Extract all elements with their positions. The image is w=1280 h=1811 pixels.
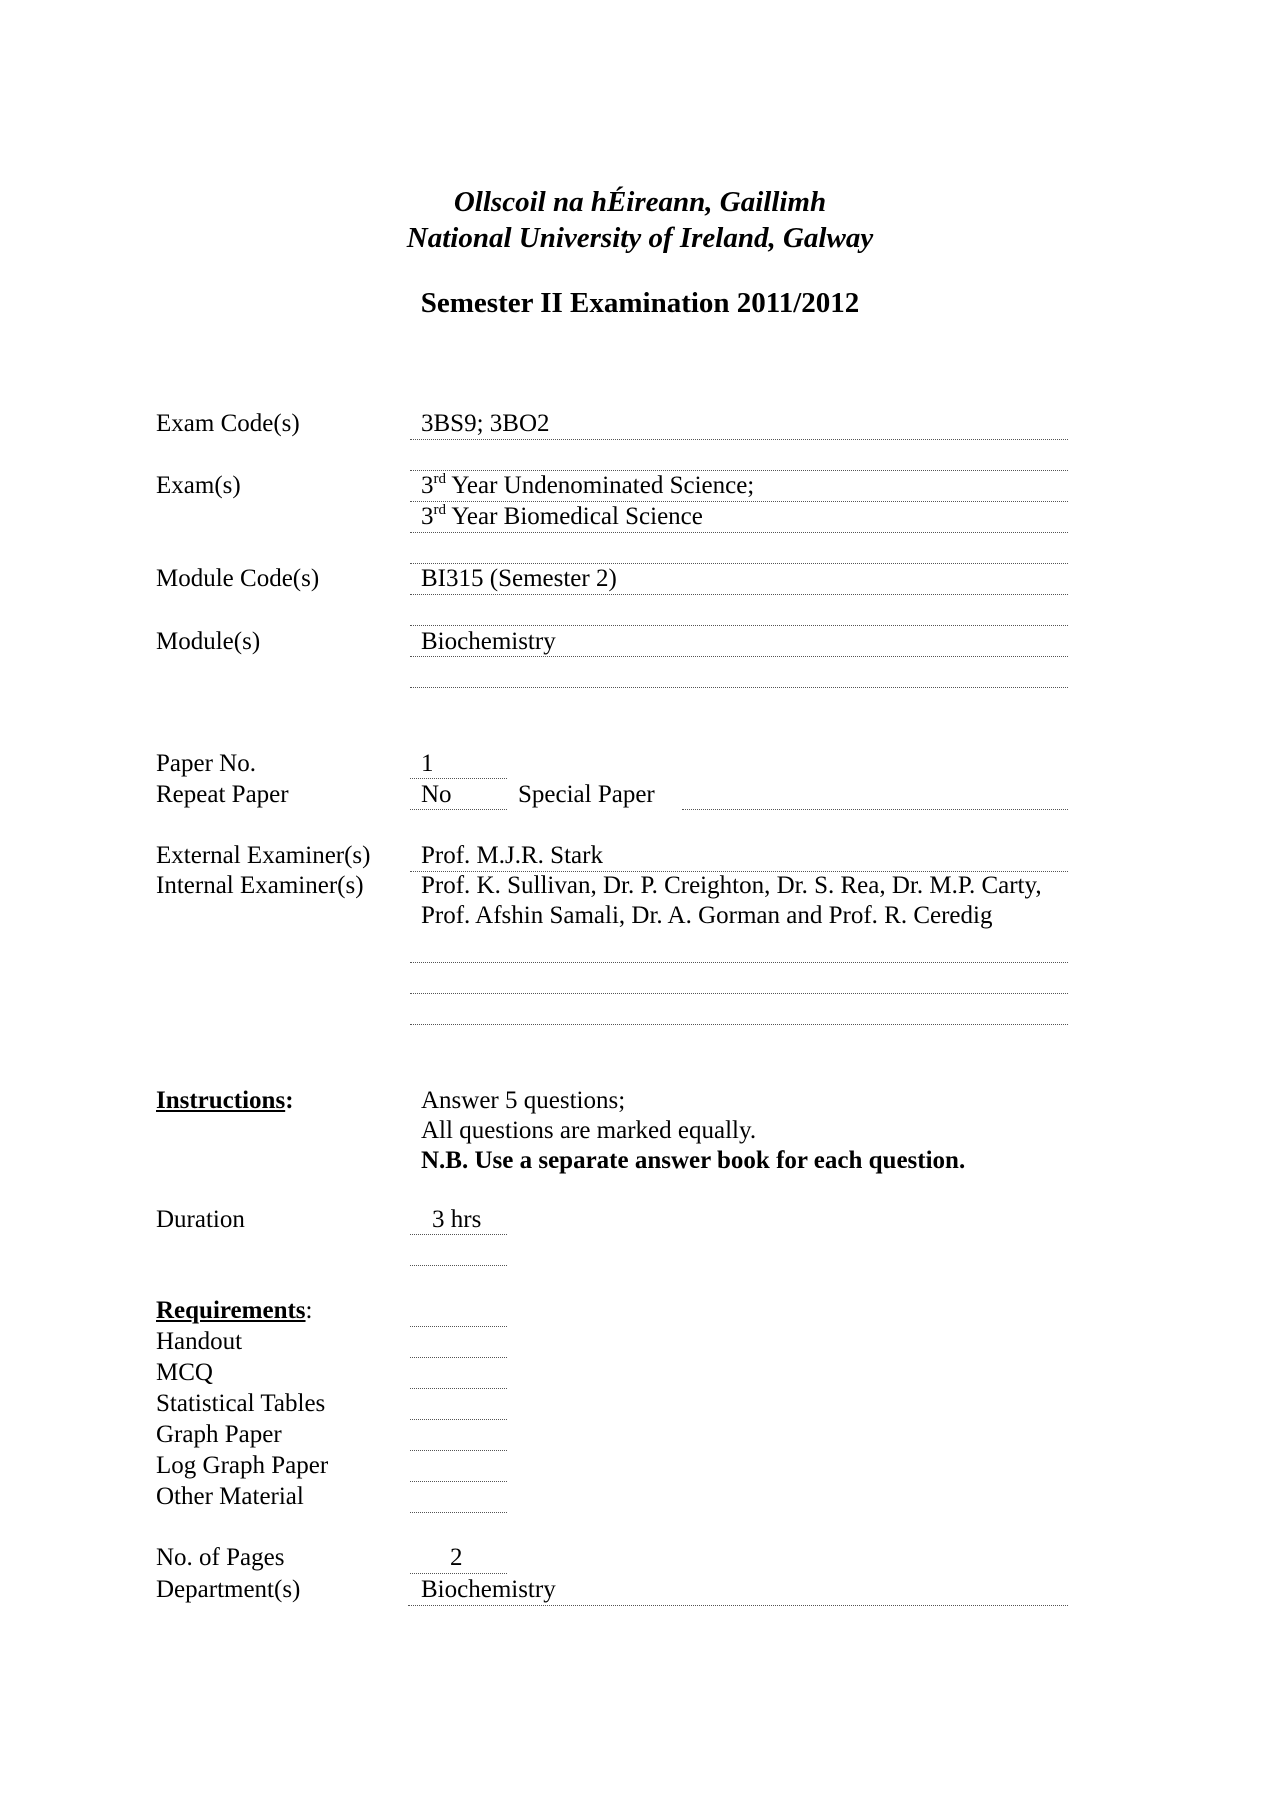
spacer-line (410, 687, 1068, 688)
spacer-line (410, 1024, 1068, 1025)
requirement-line (410, 1450, 507, 1451)
exam-codes-value: 3BS9; 3BO2 (421, 410, 550, 437)
paper-no-value: 1 (421, 750, 434, 777)
requirement-line (410, 1512, 507, 1513)
requirement-line (410, 1481, 507, 1482)
instructions-line-1: Answer 5 questions; (421, 1087, 626, 1114)
special-paper-label: Special Paper (518, 781, 655, 808)
duration-line (410, 1234, 507, 1235)
repeat-paper-value: No (421, 781, 452, 808)
exam-line-1: 3rd Year Undenominated Science; (421, 471, 755, 499)
exam-line-2: 3rd Year Biomedical Science (421, 502, 703, 530)
module-codes-label: Module Code(s) (156, 565, 320, 592)
pages-label: No. of Pages (156, 1544, 285, 1571)
external-examiners-value: Prof. M.J.R. Stark (421, 842, 603, 869)
instructions-line-3: N.B. Use a separate answer book for each question. (421, 1147, 966, 1174)
departments-value: Biochemistry (421, 1576, 556, 1603)
exam-codes-label: Exam Code(s) (156, 410, 300, 437)
exam-title: Semester II Examination 2011/2012 (420, 287, 860, 319)
instructions-label: Instructions: (156, 1087, 294, 1114)
requirement-item: Handout (156, 1328, 243, 1355)
modules-value: Biochemistry (421, 628, 556, 655)
exam-line-2-underline (410, 532, 1068, 533)
external-examiners-label: External Examiner(s) (156, 842, 371, 869)
departments-label: Department(s) (156, 1576, 301, 1603)
module-codes-value: BI315 (Semester 2) (421, 565, 617, 592)
requirement-item: Statistical Tables (156, 1390, 326, 1417)
requirements-line (410, 1326, 507, 1327)
spacer-line (410, 993, 1068, 994)
modules-label: Module(s) (156, 628, 261, 655)
pages-value: 2 (450, 1544, 463, 1571)
requirement-item: MCQ (156, 1359, 213, 1386)
requirement-item: Other Material (156, 1483, 304, 1510)
internal-examiners-value: Prof. K. Sullivan, Dr. P. Creighton, Dr. S. Rea, Dr. M.P. Carty, Prof. Afshin Samali, Dr. A. Gorman and Prof. R. Ceredig (421, 872, 1042, 929)
requirement-line (410, 1419, 507, 1420)
spacer-line (410, 1265, 507, 1266)
requirement-line (410, 1357, 507, 1358)
requirement-line (410, 1388, 507, 1389)
repeat-paper-line (410, 809, 507, 810)
instructions-line-2: All questions are marked equally. (421, 1117, 757, 1144)
special-paper-line (682, 809, 1068, 810)
spacer-line (410, 625, 1068, 626)
modules-line (410, 656, 1068, 657)
departments-line (408, 1605, 1068, 1606)
module-codes-line (410, 594, 1068, 595)
paper-no-label: Paper No. (156, 750, 256, 777)
internal-examiners-line (410, 962, 1068, 963)
duration-value: 3 hrs (432, 1206, 482, 1233)
requirement-item: Graph Paper (156, 1421, 282, 1448)
paper-no-line (410, 778, 507, 779)
requirement-item: Log Graph Paper (156, 1452, 329, 1479)
duration-label: Duration (156, 1206, 245, 1233)
repeat-paper-label: Repeat Paper (156, 781, 289, 808)
university-name-english: National University of Ireland, Galway (406, 222, 874, 254)
internal-examiners-label: Internal Examiner(s) (156, 872, 364, 899)
requirements-label: Requirements: (156, 1297, 313, 1324)
university-name-irish: Ollscoil na hÉireann, Gaillimh (453, 186, 827, 218)
exam-codes-line (410, 439, 1068, 440)
pages-line (410, 1573, 507, 1574)
exams-label: Exam(s) (156, 472, 241, 499)
